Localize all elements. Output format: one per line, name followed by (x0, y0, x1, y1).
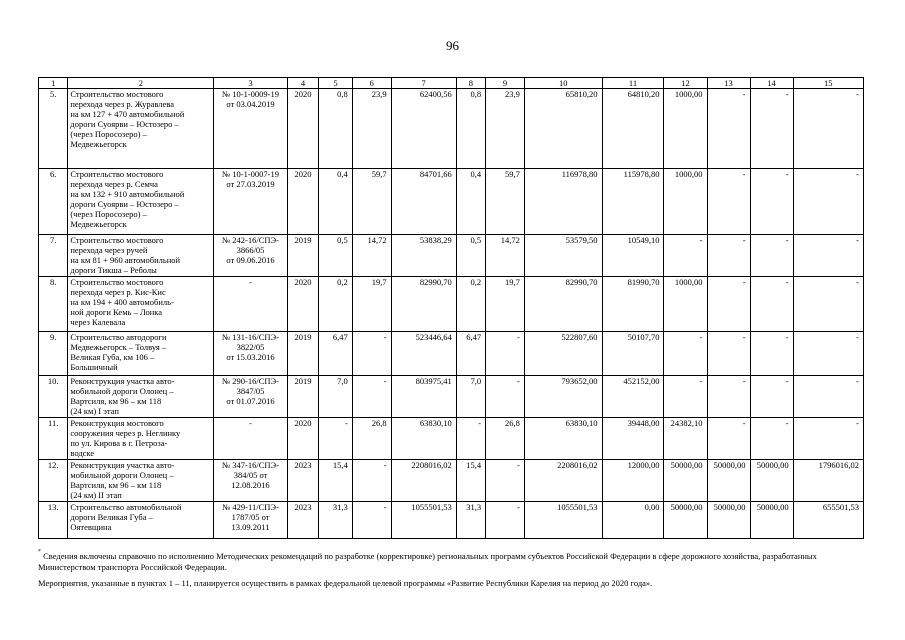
value-cell-col-8: 0,2 (456, 277, 485, 332)
value-cell-col-9: - (486, 376, 525, 418)
value-cell-col-14: 50000,00 (750, 502, 793, 539)
value-cell-col-11: 452152,00 (602, 376, 664, 418)
value-cell-col-5: 0,8 (319, 89, 353, 169)
value-cell-col-6: 19,7 (352, 277, 391, 332)
value-cell-col-15: 655501,53 (793, 502, 863, 539)
value-cell-col-9: - (486, 332, 525, 376)
column-header: 11 (602, 78, 664, 89)
table-row (39, 235, 864, 277)
value-cell-col-13: - (707, 376, 750, 418)
value-cell-col-10: 2208016,02 (524, 460, 602, 502)
year-cell: 2019 (287, 235, 318, 277)
footnote-methodology (38, 549, 868, 573)
value-cell-col-12: - (664, 235, 707, 277)
value-cell-col-15: - (793, 169, 863, 235)
project-name-cell: Реконструкция участка авто- мобильной дороги Олонец – Вартсиля, км 96 – км 118 (24 км) I этап (68, 376, 214, 418)
row-number-cell: 8. (39, 277, 68, 332)
value-cell-col-7: 2208016,02 (391, 460, 456, 502)
value-cell-col-15: 1796016,02 (793, 460, 863, 502)
value-cell-col-14: - (750, 332, 793, 376)
value-cell-col-5: 6,47 (319, 332, 353, 376)
expertise-doc-cell: № 429-11/СПЭ- 1787/05 от 13.09.2011 (214, 502, 287, 539)
column-header: 1 (39, 78, 68, 89)
value-cell-col-8: 0,4 (456, 169, 485, 235)
row-number-cell: 13. (39, 502, 68, 539)
value-cell-col-11: 10549,10 (602, 235, 664, 277)
value-cell-col-10: 793652,00 (524, 376, 602, 418)
value-cell-col-7: 62400,56 (391, 89, 456, 169)
column-header: 15 (793, 78, 863, 89)
value-cell-col-10: 63830,10 (524, 418, 602, 460)
value-cell-col-14: - (750, 376, 793, 418)
row-number-cell: 11. (39, 418, 68, 460)
value-cell-col-6: - (352, 502, 391, 539)
table-row (39, 169, 864, 235)
value-cell-col-6: 14,72 (352, 235, 391, 277)
year-cell: 2019 (287, 376, 318, 418)
value-cell-col-11: 50107,70 (602, 332, 664, 376)
value-cell-col-10: 116978,80 (524, 169, 602, 235)
column-header: 10 (524, 78, 602, 89)
value-cell-col-8: 0,8 (456, 89, 485, 169)
expertise-doc-cell: № 290-16/СПЭ- 3847/05 от 01.07.2016 (214, 376, 287, 418)
value-cell-col-11: 115978,80 (602, 169, 664, 235)
row-number-cell: 12. (39, 460, 68, 502)
value-cell-col-6: 26,8 (352, 418, 391, 460)
expertise-doc-cell: № 10-1-0009-19 от 03.04.2019 (214, 89, 287, 169)
value-cell-col-12: 1000,00 (664, 89, 707, 169)
road-projects-table (38, 77, 864, 539)
value-cell-col-9: 19,7 (486, 277, 525, 332)
value-cell-col-14: - (750, 89, 793, 169)
value-cell-col-6: - (352, 376, 391, 418)
value-cell-col-12: - (664, 376, 707, 418)
value-cell-col-7: 82990,70 (391, 277, 456, 332)
project-name-cell: Строительство мостового перехода через р. Семча на км 132 + 910 автомобильной дороги Суоярви – Юстозеро – (через Поросозеро) – Медвежьегорск (68, 169, 214, 235)
value-cell-col-14: 50000,00 (750, 460, 793, 502)
value-cell-col-14: - (750, 418, 793, 460)
value-cell-col-6: 59,7 (352, 169, 391, 235)
value-cell-col-12: - (664, 332, 707, 376)
value-cell-col-7: 63830,10 (391, 418, 456, 460)
value-cell-col-15: - (793, 332, 863, 376)
column-header: 3 (214, 78, 287, 89)
year-cell: 2019 (287, 332, 318, 376)
table-row (39, 502, 864, 539)
value-cell-col-9: - (486, 460, 525, 502)
value-cell-col-7: 803975,41 (391, 376, 456, 418)
value-cell-col-14: - (750, 235, 793, 277)
table-row (39, 418, 864, 460)
row-number-cell: 10. (39, 376, 68, 418)
project-name-cell: Строительство автомобильной дороги Великая Губа – Оятевщина (68, 502, 214, 539)
value-cell-col-7: 53838,29 (391, 235, 456, 277)
row-number-cell: 5. (39, 89, 68, 169)
column-header: 4 (287, 78, 318, 89)
expertise-doc-cell: № 10-1-0007-19 от 27.03.2019 (214, 169, 287, 235)
value-cell-col-5: 0,5 (319, 235, 353, 277)
page-number: 96 (446, 38, 459, 53)
project-name-cell: Строительство мостового перехода через р. Журавлева на км 127 + 470 автомобильной дороги Суоярви – Юстозеро – (через Поросозеро) – Медвежьегорск (68, 89, 214, 169)
expertise-doc-cell: № 131-16/СПЭ- 3822/05 от 15.03.2016 (214, 332, 287, 376)
table-header-row (39, 78, 864, 89)
column-header: 12 (664, 78, 707, 89)
value-cell-col-5: 0,2 (319, 277, 353, 332)
value-cell-col-11: 64810,20 (602, 89, 664, 169)
value-cell-col-13: 50000,00 (707, 460, 750, 502)
value-cell-col-8: 6,47 (456, 332, 485, 376)
row-number-cell: 6. (39, 169, 68, 235)
value-cell-col-8: 31,3 (456, 502, 485, 539)
row-number-cell: 9. (39, 332, 68, 376)
value-cell-col-12: 50000,00 (664, 460, 707, 502)
table-row (39, 332, 864, 376)
value-cell-col-15: - (793, 418, 863, 460)
column-header: 13 (707, 78, 750, 89)
value-cell-col-8: 15,4 (456, 460, 485, 502)
value-cell-col-13: - (707, 169, 750, 235)
value-cell-col-9: 14,72 (486, 235, 525, 277)
year-cell: 2020 (287, 277, 318, 332)
value-cell-col-13: - (707, 235, 750, 277)
value-cell-col-7: 523446,64 (391, 332, 456, 376)
value-cell-col-11: 81990,70 (602, 277, 664, 332)
expertise-doc-cell: № 242-16/СПЭ- 3866/05 от 09.06.2016 (214, 235, 287, 277)
value-cell-col-6: - (352, 332, 391, 376)
year-cell: 2020 (287, 169, 318, 235)
column-header: 9 (486, 78, 525, 89)
value-cell-col-14: - (750, 169, 793, 235)
column-header: 8 (456, 78, 485, 89)
value-cell-col-7: 84701,66 (391, 169, 456, 235)
value-cell-col-12: 1000,00 (664, 169, 707, 235)
value-cell-col-10: 522807,60 (524, 332, 602, 376)
value-cell-col-12: 1000,00 (664, 277, 707, 332)
expertise-doc-cell: № 347-16/СПЭ- 384/05 от 12.08.2016 (214, 460, 287, 502)
project-name-cell: Строительство мостового перехода через р. Кис-Кис на км 194 + 400 автомобиль- ной дороги Кемь – Лонка через Калевала (68, 277, 214, 332)
column-header: 6 (352, 78, 391, 89)
value-cell-col-8: 0,5 (456, 235, 485, 277)
value-cell-col-10: 82990,70 (524, 277, 602, 332)
value-cell-col-13: - (707, 418, 750, 460)
row-number-cell: 7. (39, 235, 68, 277)
project-name-cell: Строительство автодороги Медвежьегорск – Толвуя – Великая Губа, км 106 – Большичный (68, 332, 214, 376)
value-cell-col-5: 15,4 (319, 460, 353, 502)
value-cell-col-9: 23,9 (486, 89, 525, 169)
table-row (39, 376, 864, 418)
footnote-text-1: Сведения включены справочно по исполнению Методических рекомендаций по разработке (корректировке) региональных программ субъектов Российской Федерации в сфере дорожного хозяйства, разработанных Министерством транспорта Российской Федерации. (38, 550, 817, 572)
table-row (39, 89, 864, 169)
footnote-federal-program: Мероприятия, указанные в пунктах 1 – 11, планируется осуществить в рамках федеральной целевой программы «Развитие Республики Карелия на период до 2020 года». (38, 578, 653, 588)
value-cell-col-9: 59,7 (486, 169, 525, 235)
value-cell-col-11: 0,00 (602, 502, 664, 539)
column-header: 2 (68, 78, 214, 89)
value-cell-col-10: 53579,50 (524, 235, 602, 277)
value-cell-col-10: 1055501,53 (524, 502, 602, 539)
column-header: 14 (750, 78, 793, 89)
footnote-mark: * (38, 549, 41, 555)
value-cell-col-12: 50000,00 (664, 502, 707, 539)
value-cell-col-6: 23,9 (352, 89, 391, 169)
project-name-cell: Реконструкция участка авто- мобильной дороги Олонец – Вартсиля, км 96 – км 118 (24 км) II этап (68, 460, 214, 502)
value-cell-col-5: 31,3 (319, 502, 353, 539)
value-cell-col-11: 39448,00 (602, 418, 664, 460)
value-cell-col-13: 50000,00 (707, 502, 750, 539)
value-cell-col-10: 65810,20 (524, 89, 602, 169)
value-cell-col-5: 7,0 (319, 376, 353, 418)
expertise-doc-cell: - (214, 277, 287, 332)
value-cell-col-15: - (793, 235, 863, 277)
value-cell-col-11: 12000,00 (602, 460, 664, 502)
value-cell-col-15: - (793, 277, 863, 332)
value-cell-col-13: - (707, 277, 750, 332)
value-cell-col-13: - (707, 89, 750, 169)
project-name-cell: Реконструкция мостового сооружения через р. Неглинку по ул. Кирова в г. Петроза- водске (68, 418, 214, 460)
table-row (39, 277, 864, 332)
expertise-doc-cell: - (214, 418, 287, 460)
value-cell-col-15: - (793, 376, 863, 418)
value-cell-col-9: - (486, 502, 525, 539)
column-header: 5 (319, 78, 353, 89)
year-cell: 2023 (287, 502, 318, 539)
value-cell-col-15: - (793, 89, 863, 169)
project-name-cell: Строительство мостового перехода через ручей на км 81 + 960 автомобильной дороги Тикша – Реболы (68, 235, 214, 277)
value-cell-col-5: - (319, 418, 353, 460)
value-cell-col-9: 26,8 (486, 418, 525, 460)
value-cell-col-7: 1055501,53 (391, 502, 456, 539)
value-cell-col-6: - (352, 460, 391, 502)
value-cell-col-13: - (707, 332, 750, 376)
value-cell-col-8: - (456, 418, 485, 460)
value-cell-col-8: 7,0 (456, 376, 485, 418)
value-cell-col-12: 24382,10 (664, 418, 707, 460)
year-cell: 2023 (287, 460, 318, 502)
year-cell: 2020 (287, 418, 318, 460)
year-cell: 2020 (287, 89, 318, 169)
value-cell-col-5: 0,4 (319, 169, 353, 235)
table-row (39, 460, 864, 502)
value-cell-col-14: - (750, 277, 793, 332)
column-header: 7 (391, 78, 456, 89)
